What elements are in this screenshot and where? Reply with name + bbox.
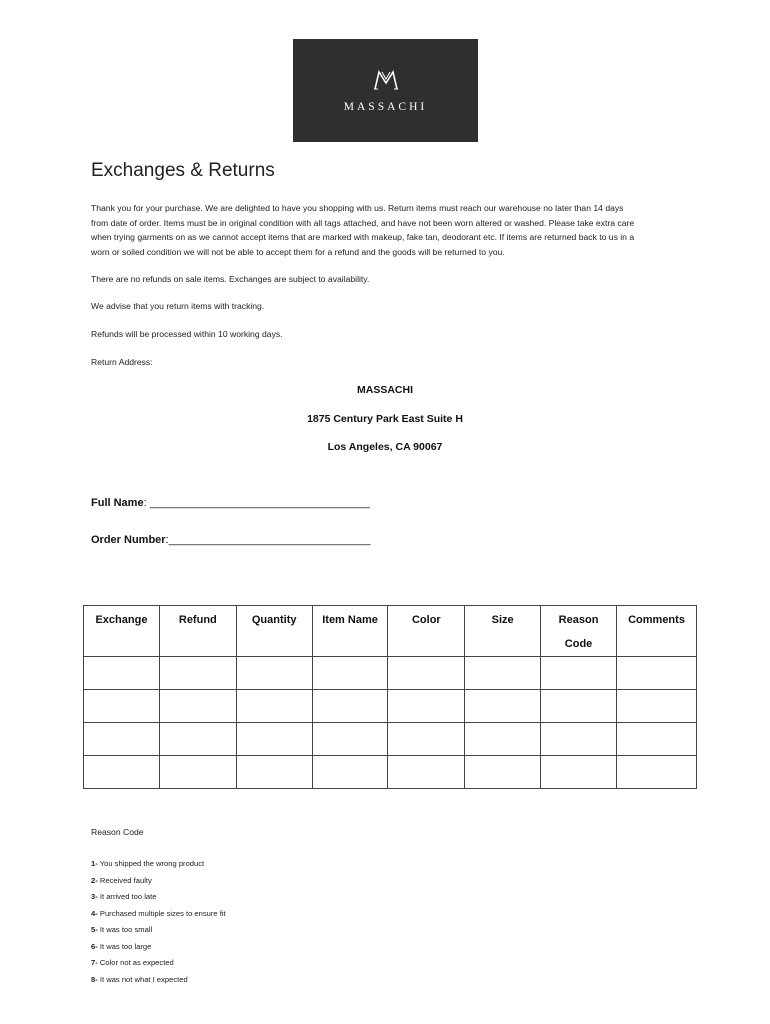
table-cell[interactable] bbox=[84, 756, 160, 789]
column-header: Refund bbox=[159, 606, 236, 657]
list-item bbox=[91, 924, 226, 941]
reason-code-number: 4- bbox=[91, 908, 98, 918]
table-cell[interactable] bbox=[541, 723, 617, 756]
column-header: Comments bbox=[617, 606, 697, 657]
list-item bbox=[91, 875, 226, 892]
reason-code-title: Reason Code bbox=[91, 827, 144, 837]
table-cell[interactable] bbox=[159, 690, 236, 723]
table-cell[interactable] bbox=[617, 657, 697, 690]
table-cell[interactable] bbox=[312, 756, 388, 789]
table-cell[interactable] bbox=[236, 657, 312, 690]
reason-code-text: It was not what I expected bbox=[97, 974, 188, 984]
table-cell[interactable] bbox=[465, 723, 541, 756]
table-cell[interactable] bbox=[312, 723, 388, 756]
return-address-label: Return Address: bbox=[91, 357, 153, 367]
intro-line: worn or soiled condition we will not be able to accept them for a refund and the goods will be returned to you. bbox=[91, 246, 505, 257]
returns-table bbox=[83, 605, 697, 789]
table-cell[interactable] bbox=[312, 690, 388, 723]
order-number-label: Order Number bbox=[91, 534, 166, 546]
table-cell[interactable] bbox=[617, 690, 697, 723]
reason-code-text: It was too small bbox=[97, 925, 153, 934]
table-cell[interactable] bbox=[236, 690, 312, 723]
reason-code-number: 7- bbox=[91, 958, 98, 967]
page-title: Exchanges & Returns bbox=[91, 160, 275, 181]
table-row bbox=[84, 756, 697, 789]
table-cell[interactable] bbox=[388, 690, 465, 723]
column-header: Color bbox=[388, 606, 465, 657]
full-name-label: Full Name bbox=[91, 497, 144, 509]
address-name: MASSACHI bbox=[356, 384, 413, 396]
full-name-field[interactable] bbox=[91, 497, 370, 509]
table-cell[interactable] bbox=[312, 657, 388, 690]
reason-code-number: 8- bbox=[91, 974, 98, 984]
reason-code-text: Color not as expected bbox=[97, 958, 174, 967]
table-row bbox=[84, 657, 697, 690]
order-number-field[interactable] bbox=[91, 534, 371, 546]
reason-code-text: It arrived too late bbox=[97, 892, 157, 901]
reason-code-number: 5- bbox=[91, 925, 98, 934]
table-cell[interactable] bbox=[617, 756, 697, 789]
reason-code-number: 2- bbox=[91, 875, 98, 885]
table-cell[interactable] bbox=[465, 756, 541, 789]
table-cell[interactable] bbox=[617, 723, 697, 756]
address-street: 1875 Century Park East Suite H bbox=[307, 413, 463, 425]
column-header: Size bbox=[465, 606, 541, 657]
table-cell[interactable] bbox=[388, 756, 465, 789]
intro-line: Thank you for your purchase. We are delighted to have you shopping with us. Return items must reach our warehouse no later than 14 days bbox=[91, 203, 624, 213]
list-item bbox=[91, 941, 226, 958]
column-header: Item Name bbox=[312, 606, 388, 657]
intro-paragraph bbox=[91, 201, 691, 259]
list-item bbox=[91, 908, 226, 925]
table-cell[interactable] bbox=[159, 723, 236, 756]
reason-code-list bbox=[91, 858, 226, 990]
table-cell[interactable] bbox=[159, 756, 236, 789]
list-item bbox=[91, 974, 226, 991]
list-item bbox=[91, 957, 226, 974]
reason-code-text: Received faulty bbox=[97, 875, 152, 885]
reason-code-number: 6- bbox=[91, 941, 98, 951]
reason-code-number: 3- bbox=[91, 892, 98, 901]
table-cell[interactable] bbox=[236, 723, 312, 756]
table-row bbox=[84, 690, 697, 723]
table-cell[interactable] bbox=[541, 690, 617, 723]
reason-code-text: It was too large bbox=[97, 941, 152, 951]
table-cell[interactable] bbox=[84, 657, 160, 690]
reason-code-text: Purchased multiple sizes to ensure fit bbox=[97, 908, 226, 918]
list-item bbox=[91, 891, 226, 908]
list-item bbox=[91, 858, 226, 875]
brand-logo bbox=[293, 39, 478, 142]
column-header: Quantity bbox=[236, 606, 312, 657]
table-cell[interactable] bbox=[236, 756, 312, 789]
intro-line: from date of order. Items must be in original condition with all tags attached, and have not been worn altered or washed. Please take extra care bbox=[91, 217, 635, 228]
table-header-row bbox=[84, 606, 697, 657]
intro-line: when trying garments on as we cannot accept items that are marked with makeup, fake tan, deodorant etc. If items are returned back to us in a bbox=[91, 232, 635, 242]
sale-policy-text: There are no refunds on sale items. Exchanges are subject to availability. bbox=[91, 274, 370, 284]
table-cell[interactable] bbox=[388, 723, 465, 756]
table-row bbox=[84, 723, 697, 756]
order-number-blank[interactable]: :_________________________________ bbox=[165, 534, 371, 546]
refund-timing-text: Refunds will be processed within 10 working days. bbox=[91, 329, 283, 339]
table-cell[interactable] bbox=[465, 690, 541, 723]
address-city: Los Angeles, CA 90067 bbox=[327, 441, 443, 453]
table-cell[interactable] bbox=[84, 723, 160, 756]
column-header: Exchange bbox=[84, 606, 160, 657]
table-cell[interactable] bbox=[388, 657, 465, 690]
table-cell[interactable] bbox=[159, 657, 236, 690]
table-cell[interactable] bbox=[541, 756, 617, 789]
brand-name: MASSACHI bbox=[343, 101, 428, 113]
table-cell[interactable] bbox=[84, 690, 160, 723]
table-cell[interactable] bbox=[541, 657, 617, 690]
monogram-icon bbox=[293, 69, 478, 96]
column-header: Reason Code bbox=[541, 606, 617, 657]
table-cell[interactable] bbox=[465, 657, 541, 690]
reason-code-text: You shipped the wrong product bbox=[97, 859, 205, 868]
full-name-blank[interactable]: : ____________________________________ bbox=[143, 497, 370, 509]
reason-code-number: 1- bbox=[91, 859, 98, 868]
tracking-advice-text: We advise that you return items with tracking. bbox=[91, 301, 265, 311]
